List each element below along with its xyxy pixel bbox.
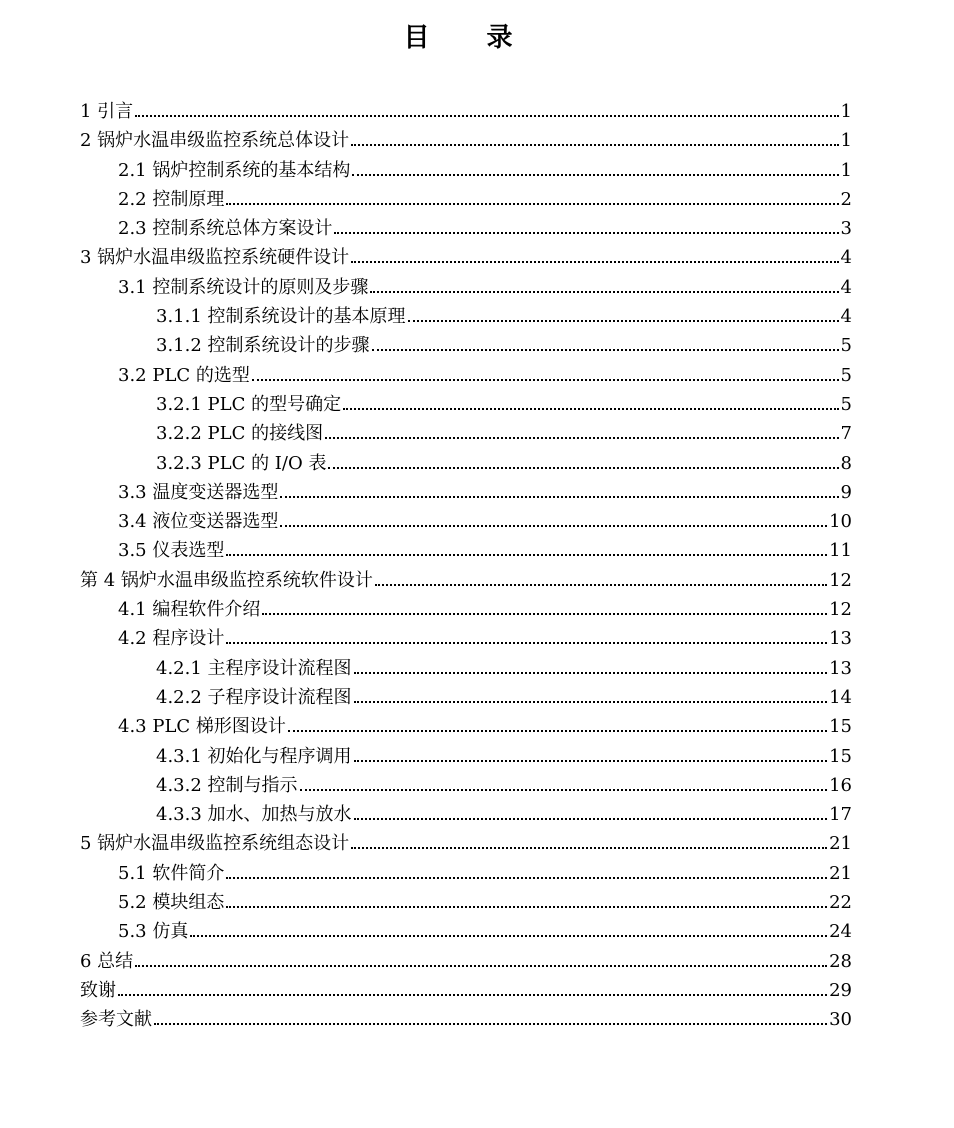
toc-dot-leader [325, 437, 838, 439]
toc-entry-page-number: 4 [840, 276, 852, 298]
toc-entry-label: 2.1 锅炉控制系统的基本结构 [118, 159, 351, 181]
toc-entry-page-number: 21 [829, 833, 852, 855]
toc-dot-leader [154, 1023, 827, 1025]
toc-entry[interactable] [80, 390, 852, 419]
toc-entry-page-number: 11 [829, 540, 852, 562]
toc-entry[interactable] [80, 595, 852, 624]
toc-entry[interactable] [80, 917, 852, 946]
toc-entry-label: 3.2 PLC 的选型 [118, 364, 250, 386]
toc-entry-label: 4.3.2 控制与指示 [156, 774, 298, 796]
toc-list [80, 97, 852, 1035]
toc-entry[interactable] [80, 243, 852, 272]
toc-entry[interactable] [80, 507, 852, 536]
toc-dot-leader [354, 818, 828, 820]
toc-entry-page-number: 3 [840, 218, 852, 240]
toc-dot-leader [226, 554, 827, 556]
toc-entry-page-number: 5 [840, 335, 852, 357]
toc-entry[interactable] [80, 771, 852, 800]
toc-dot-leader [343, 408, 838, 410]
toc-title: 目 录 [403, 23, 537, 53]
toc-entry-label: 3.5 仪表选型 [118, 540, 225, 562]
toc-entry-label: 6 总结 [80, 950, 134, 972]
toc-entry[interactable] [80, 976, 852, 1005]
toc-entry[interactable] [80, 185, 852, 214]
toc-entry-label: 3.1.2 控制系统设计的步骤 [156, 335, 370, 357]
toc-entry-label: 参考文献 [80, 1009, 152, 1031]
toc-entry-page-number: 5 [840, 393, 852, 415]
toc-dot-leader [280, 525, 827, 527]
toc-entry[interactable] [80, 97, 852, 126]
toc-entry-label: 3.3 温度变送器选型 [118, 481, 279, 503]
toc-entry-page-number: 1 [840, 101, 852, 122]
toc-entry-label: 5.2 模块组态 [118, 892, 225, 914]
toc-entry[interactable] [80, 712, 852, 741]
toc-dot-leader [252, 379, 839, 381]
toc-dot-leader [280, 496, 838, 498]
toc-dot-leader [226, 203, 838, 205]
toc-entry-label: 2.2 控制原理 [118, 188, 225, 210]
toc-entry[interactable] [80, 829, 852, 858]
toc-entry-label: 2 锅炉水温串级监控系统总体设计 [80, 130, 350, 152]
toc-entry[interactable] [80, 888, 852, 917]
toc-dot-leader [372, 349, 839, 351]
toc-entry-label: 3.2.3 PLC 的 I/O 表 [156, 452, 327, 474]
toc-entry[interactable] [80, 683, 852, 712]
toc-dot-leader [118, 994, 827, 996]
toc-dot-leader [352, 174, 838, 176]
toc-entry-page-number: 13 [829, 628, 852, 650]
toc-entry-label: 3.1 控制系统设计的原则及步骤 [118, 276, 369, 298]
toc-entry-page-number: 12 [829, 569, 852, 591]
toc-entry-page-number: 1 [840, 159, 852, 181]
toc-entry-page-number: 10 [829, 511, 852, 533]
toc-entry-page-number: 24 [829, 921, 852, 943]
toc-entry-label: 3.2.2 PLC 的接线图 [156, 423, 324, 445]
toc-entry-page-number: 12 [829, 599, 852, 621]
toc-entry[interactable] [80, 156, 852, 185]
toc-entry[interactable] [80, 742, 852, 771]
toc-entry-label: 3 锅炉水温串级监控系统硬件设计 [80, 247, 350, 269]
toc-entry[interactable] [80, 1005, 852, 1034]
toc-entry-page-number: 21 [829, 862, 852, 884]
toc-entry-page-number: 15 [829, 716, 852, 738]
toc-dot-leader [288, 730, 827, 732]
toc-entry-page-number: 15 [829, 745, 852, 767]
toc-entry-label: 第 4 锅炉水温串级监控系统软件设计 [80, 569, 373, 591]
toc-entry[interactable] [80, 478, 852, 507]
toc-dot-leader [226, 642, 827, 644]
toc-entry-page-number: 14 [829, 686, 852, 708]
toc-dot-leader [226, 877, 827, 879]
toc-entry-label: 2.3 控制系统总体方案设计 [118, 218, 333, 240]
toc-dot-leader [351, 144, 838, 146]
toc-dot-leader [351, 847, 827, 849]
toc-entry[interactable] [80, 800, 852, 829]
toc-entry-page-number: 1 [840, 130, 852, 152]
toc-dot-leader [190, 935, 827, 937]
toc-entry[interactable] [80, 273, 852, 302]
toc-entry-page-number: 4 [840, 247, 852, 269]
toc-entry-page-number: 13 [829, 657, 852, 679]
toc-entry-page-number: 7 [840, 423, 852, 445]
toc-dot-leader [300, 789, 828, 791]
toc-dot-leader [354, 672, 828, 674]
toc-entry-label: 5 锅炉水温串级监控系统组态设计 [80, 833, 350, 855]
toc-entry-label: 4.2 程序设计 [118, 628, 225, 650]
toc-dot-leader [370, 291, 838, 293]
toc-entry[interactable] [80, 361, 852, 390]
toc-entry-label: 4.2.1 主程序设计流程图 [156, 657, 352, 679]
toc-entry-page-number: 17 [829, 804, 852, 826]
toc-entry-page-number: 4 [840, 306, 852, 328]
toc-dot-leader [354, 760, 828, 762]
toc-entry[interactable] [80, 624, 852, 653]
toc-entry-label: 3.4 液位变送器选型 [118, 511, 279, 533]
toc-entry-label: 4.2.2 子程序设计流程图 [156, 686, 352, 708]
toc-entry[interactable] [80, 947, 852, 976]
toc-entry[interactable] [80, 302, 852, 331]
toc-entry[interactable] [80, 214, 852, 243]
toc-entry[interactable] [80, 859, 852, 888]
toc-entry-label: 3.1.1 控制系统设计的基本原理 [156, 306, 406, 328]
toc-entry-label: 4.3.1 初始化与程序调用 [156, 745, 352, 767]
toc-entry[interactable] [80, 536, 852, 565]
toc-entry-label: 4.3.3 加水、加热与放水 [156, 804, 352, 826]
toc-dot-leader [135, 115, 838, 117]
toc-dot-leader [408, 320, 839, 322]
toc-entry-page-number: 30 [829, 1009, 852, 1031]
toc-entry-label: 5.1 软件简介 [118, 862, 225, 884]
toc-entry-page-number: 16 [829, 774, 852, 796]
toc-entry-page-number: 29 [829, 979, 852, 1001]
toc-entry-page-number: 5 [840, 364, 852, 386]
toc-entry[interactable] [80, 654, 852, 683]
toc-dot-leader [226, 906, 827, 908]
toc-dot-leader [354, 701, 828, 703]
toc-entry-page-number: 8 [840, 452, 852, 474]
toc-entry-page-number: 28 [829, 950, 852, 972]
toc-entry[interactable] [80, 566, 852, 595]
toc-entry[interactable] [80, 449, 852, 478]
toc-dot-leader [375, 584, 827, 586]
toc-entry-page-number: 22 [829, 892, 852, 914]
toc-entry[interactable] [80, 126, 852, 155]
toc-dot-leader [328, 467, 838, 469]
toc-entry-label: 4.1 编程软件介绍 [118, 599, 261, 621]
toc-dot-leader [334, 232, 838, 234]
toc-entry[interactable] [80, 331, 852, 360]
toc-entry-page-number: 2 [840, 188, 852, 210]
toc-dot-leader [135, 965, 827, 967]
toc-entry-label: 4.3 PLC 梯形图设计 [118, 716, 286, 738]
toc-entry-label: 1 引言 [80, 101, 134, 122]
toc-entry-label: 5.3 仿真 [118, 921, 189, 943]
toc-dot-leader [351, 261, 838, 263]
toc-entry-label: 3.2.1 PLC 的型号确定 [156, 393, 342, 415]
toc-entry-label: 致谢 [80, 979, 116, 1001]
toc-dot-leader [262, 613, 827, 615]
toc-entry[interactable] [80, 419, 852, 448]
toc-entry-page-number: 9 [840, 481, 852, 503]
